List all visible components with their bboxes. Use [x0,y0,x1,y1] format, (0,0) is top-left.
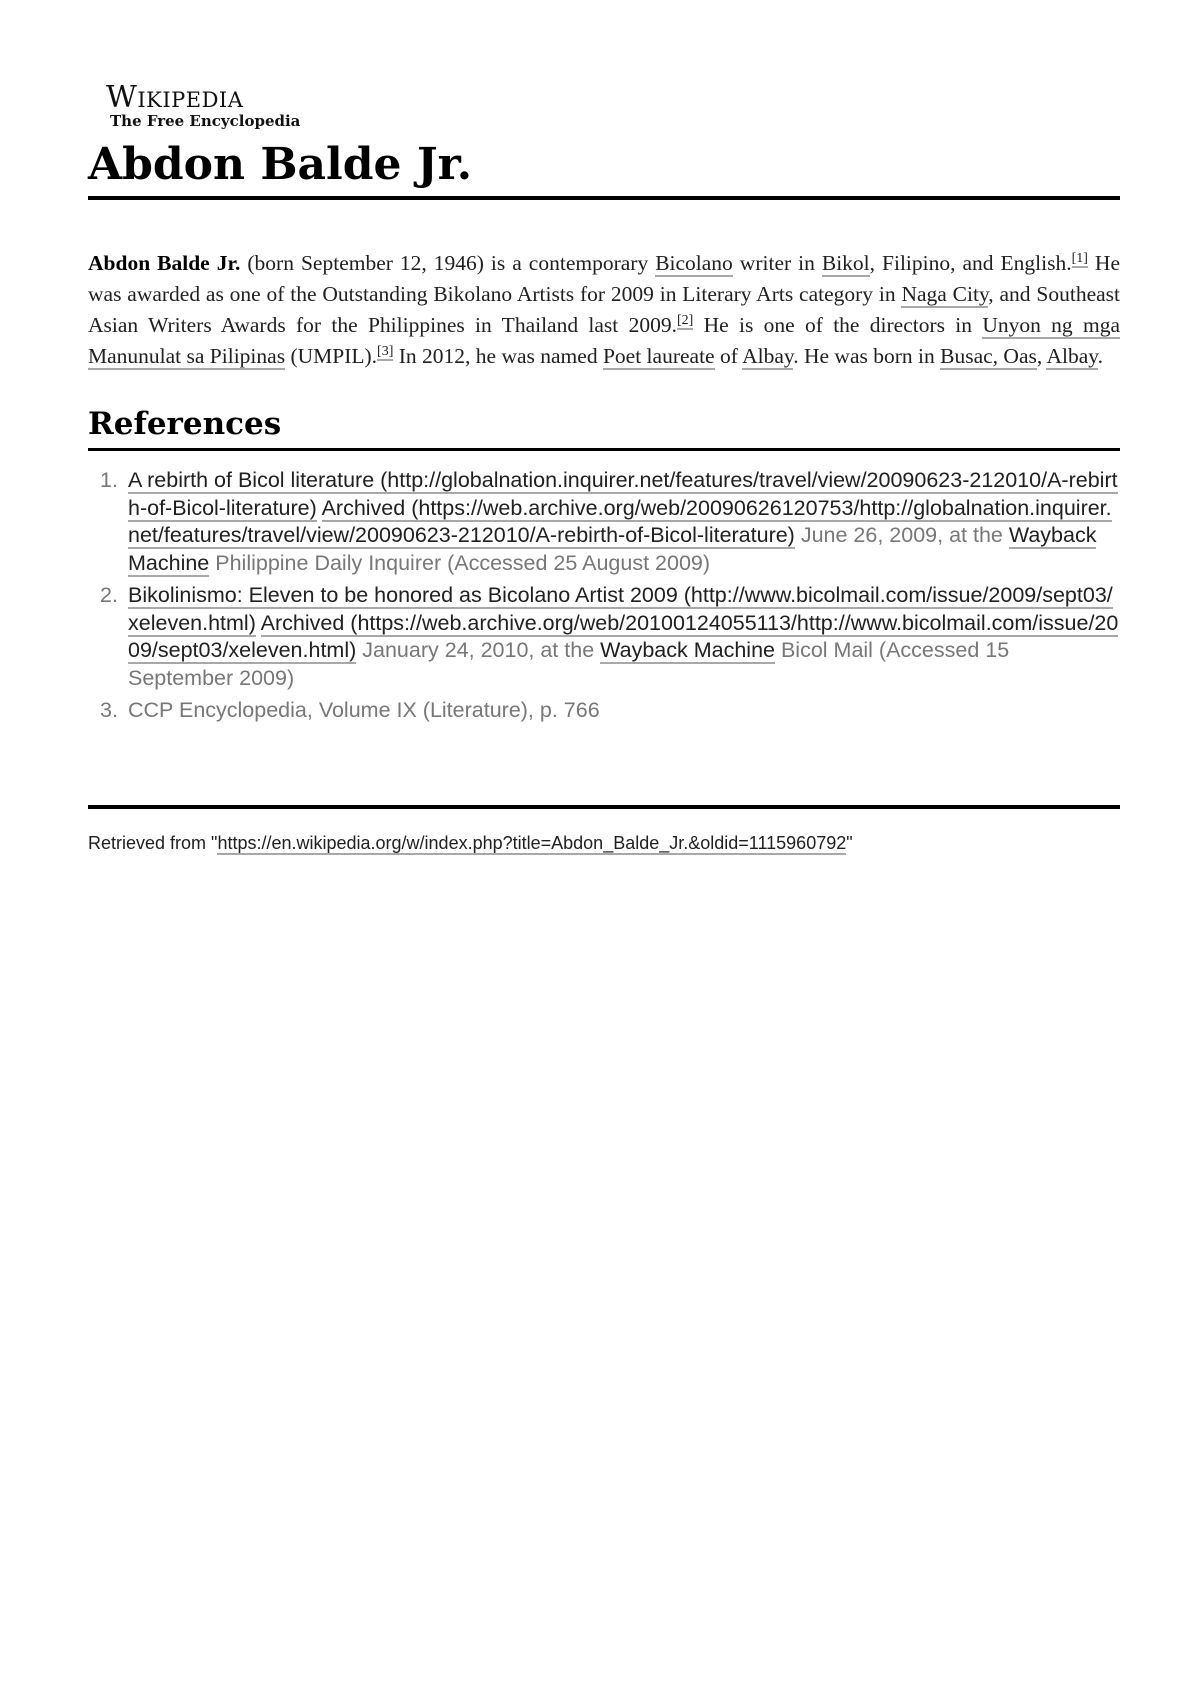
logo-tagline: The Free Encyclopedia [110,112,301,130]
reference-text: June 26, 2009, at the [794,523,1009,547]
intro-text: writer in [732,251,822,275]
reference-number: 2. [100,583,118,607]
logo-wordmark: Wikipedia [106,80,244,115]
wikipedia-logo[interactable] [106,82,306,130]
reference-source-link[interactable]: Bikolinismo: Eleven to be honored as Bicolano Artist 2009 (http://www.bicolmail.com/issue/2009/sept03/xeleven.html) [128,583,1113,635]
link-umpil[interactable]: Unyon ng mga Manunulat sa Pilipinas [88,313,1120,368]
link-albay[interactable]: Albay [742,344,794,368]
references-list [88,467,1120,725]
subject-name: Abdon Balde Jr. [88,251,241,275]
intro-text: In 2012, he was named [393,344,603,368]
citation-3-link[interactable]: [3] [377,343,394,359]
reference-text: Bicol Mail (Accessed 15 September 2009) [128,638,1010,690]
retrieved-suffix: " [846,832,853,853]
wayback-machine-link[interactable]: Wayback Machine [600,638,775,662]
citation-1-link[interactable]: [1] [1071,250,1088,266]
citation-2 [677,313,693,330]
intro-text: He was awarded as one of the Outstanding Bikolano Artists for 2009 in Literary Arts category in [88,251,1121,306]
intro-text: He is one of the directors in [693,313,983,337]
citation-2-link[interactable]: [2] [676,312,694,328]
intro-text: . He was born in [793,344,941,368]
link-busac-oas[interactable]: Busac, Oas [940,344,1037,368]
retrieved-from-line [88,831,1120,855]
page-title: Abdon Balde Jr. [88,140,1120,200]
reference-text: January 24, 2010, at the [356,638,601,662]
intro-text: of [714,344,743,368]
reference-item [88,697,1120,725]
link-naga-city[interactable]: Naga City [901,282,989,306]
intro-text: , Filipino, and English. [869,251,1072,275]
references-heading: References [88,404,1120,451]
reference-number: 1. [100,468,118,492]
footer-divider [88,805,1120,809]
citation-1 [1072,251,1088,268]
reference-archive-link[interactable]: Archived (https://web.archive.org/web/20090626120753/http://globalnation.inquirer.net/features/travel/view/20090623-212010/A-rebirth-of-Bicol-literature) [128,495,1112,547]
reference-number: 3. [100,698,118,722]
citation-3 [377,344,393,361]
link-albay-2[interactable]: Albay [1046,344,1098,368]
reference-item [88,582,1120,692]
reference-item [88,467,1120,577]
reference-text: CCP Encyclopedia, Volume IX (Literature), p. 766 [128,698,600,722]
intro-text: (born September 12, 1946) is a contemporary [240,251,656,275]
intro-text: . [1097,344,1103,368]
retrieved-prefix: Retrieved from " [88,832,218,853]
article-page [88,82,1120,855]
intro-text: , [1036,344,1047,368]
intro-paragraph [88,248,1120,372]
intro-text: , and Southeast Asian Writers Awards for the Philippines in Thailand last 2009. [88,282,1120,337]
link-poet-laureate[interactable]: Poet laureate [602,344,715,368]
link-bikol[interactable]: Bikol [821,251,870,275]
retrieved-url-link[interactable]: https://en.wikipedia.org/w/index.php?title=Abdon_Balde_Jr.&oldid=1115960792 [217,832,847,853]
reference-archive-link[interactable]: Archived (https://web.archive.org/web/20100124055113/http://www.bicolmail.com/issue/2009/sept03/xeleven.html) [128,610,1119,662]
reference-text: Philippine Daily Inquirer (Accessed 25 August 2009) [209,550,711,575]
wayback-machine-link[interactable]: Wayback Machine [128,523,1097,575]
link-bicolano[interactable]: Bicolano [655,251,733,275]
intro-text: (UMPIL). [285,344,378,368]
reference-source-link[interactable]: A rebirth of Bicol literature (http://globalnation.inquirer.net/features/travel/view/20090623-212010/A-rebirth-of-Bicol-literature) [128,468,1118,520]
